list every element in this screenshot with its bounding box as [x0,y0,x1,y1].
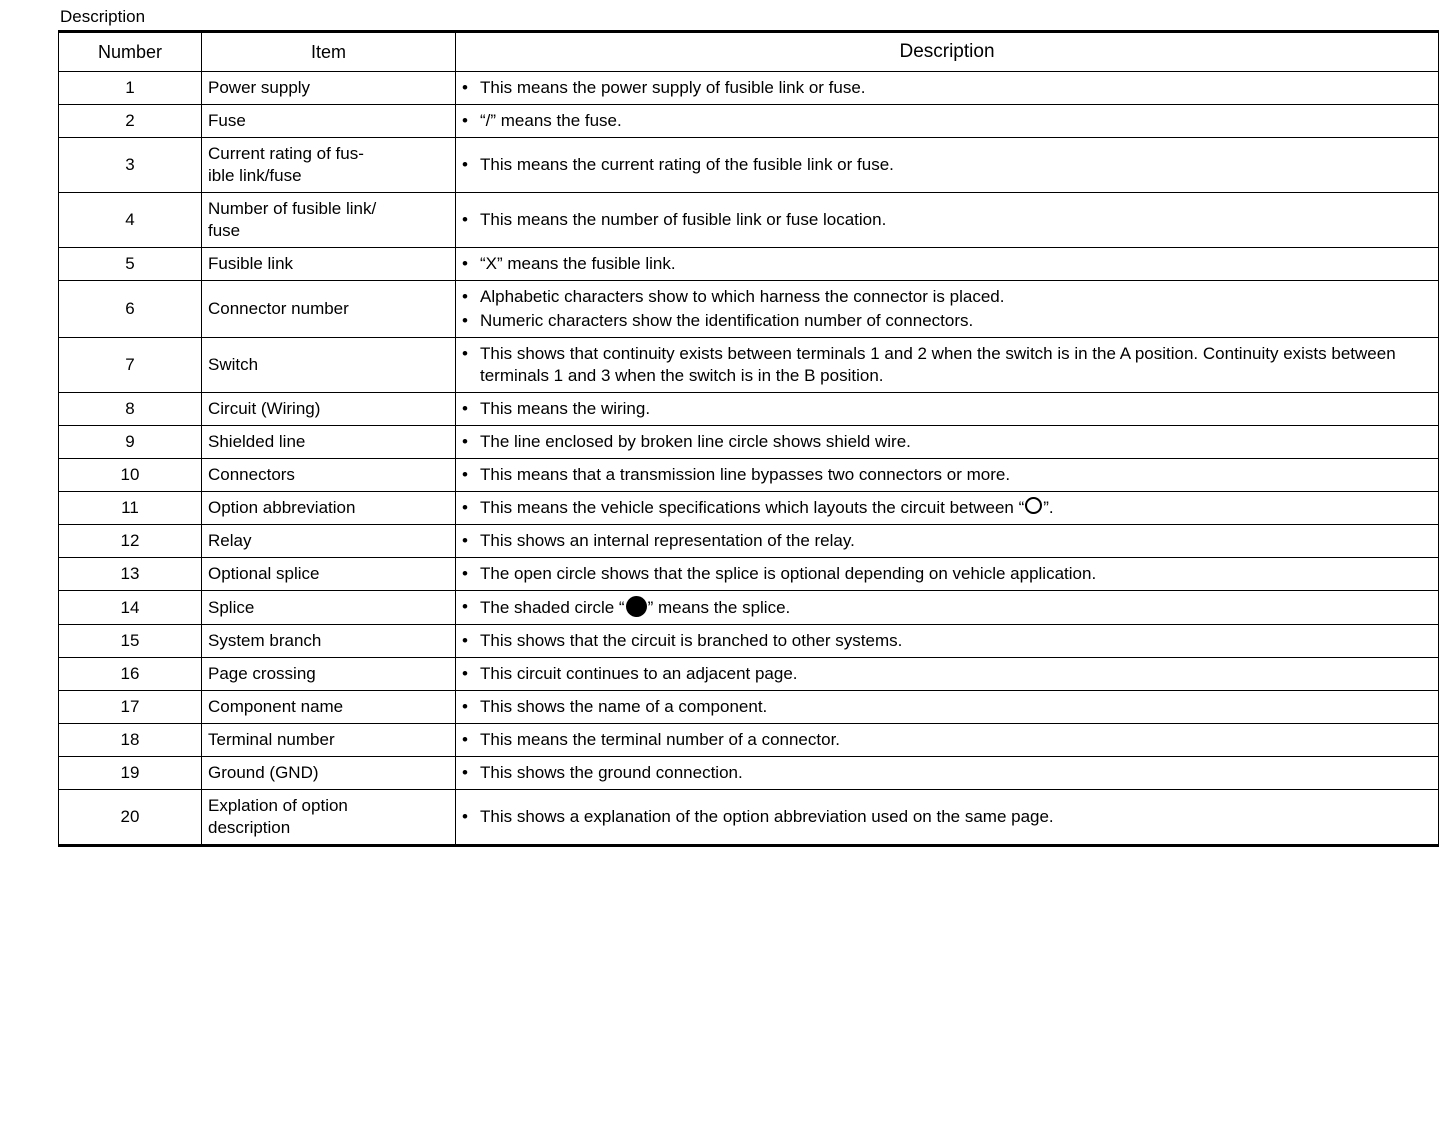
row-number: 19 [59,757,202,790]
row-item-line: description [208,818,291,837]
row-number: 10 [59,459,202,492]
bullet-icon: • [462,664,468,683]
table-row [59,691,1439,724]
row-item: Connectors [202,459,456,492]
row-description [456,426,1439,459]
row-description [456,393,1439,426]
table-row [59,193,1439,248]
description-text: This shows that the circuit is branched to other systems. [480,631,903,650]
description-bullet-line [462,110,1432,132]
description-text: This means the number of fusible link or fuse location. [480,210,887,229]
row-item: Option abbreviation [202,492,456,525]
table-row [59,281,1439,338]
description-text: This shows an internal representation of the relay. [480,531,855,550]
row-description [456,138,1439,193]
row-item: Connector number [202,281,456,338]
bullet-icon: • [462,807,468,826]
table-row [59,492,1439,525]
description-text-prefix: This means the vehicle specifications which layouts the circuit between “ [480,498,1025,517]
table-row [59,724,1439,757]
description-text-prefix: The shaded circle “ [480,598,625,617]
row-item: Optional splice [202,558,456,591]
row-item-line: fuse [208,221,241,240]
row-number: 14 [59,591,202,625]
bullet-icon: • [462,111,468,130]
description-bullet-line [462,431,1432,453]
description-bullet-line [462,343,1432,387]
description-bullet-line [462,806,1432,828]
row-item: Fuse [202,105,456,138]
column-header-number: Number [59,32,202,72]
row-number: 13 [59,558,202,591]
row-number: 8 [59,393,202,426]
table-row [59,105,1439,138]
bullet-icon: • [462,697,468,716]
row-item: Page crossing [202,658,456,691]
row-item: Component name [202,691,456,724]
row-item: Shielded line [202,426,456,459]
description-bullet-line [462,209,1432,231]
row-number: 4 [59,193,202,248]
table-body [59,72,1439,846]
bullet-icon: • [462,498,468,517]
description-table [58,30,1439,847]
row-number: 1 [59,72,202,105]
table-row [59,757,1439,790]
table-row [59,338,1439,393]
description-text: This shows the name of a component. [480,697,768,716]
table-row [59,790,1439,846]
row-item: Fusible link [202,248,456,281]
row-item: Terminal number [202,724,456,757]
bullet-icon: • [462,78,468,97]
description-text: The line enclosed by broken line circle shows shield wire. [480,432,911,451]
row-description [456,558,1439,591]
row-number: 16 [59,658,202,691]
open-circle-icon [1025,497,1042,514]
description-text: This shows the ground connection. [480,763,743,782]
row-description [456,193,1439,248]
description-text [480,497,1432,519]
column-header-description: Description [456,32,1439,72]
description-bullet-line [462,253,1432,275]
row-description [456,338,1439,393]
row-description [456,459,1439,492]
row-number: 11 [59,492,202,525]
description-text [480,596,1432,619]
filled-circle-icon [626,596,647,617]
row-number: 18 [59,724,202,757]
page-title: Description [60,7,146,26]
row-number: 7 [59,338,202,393]
description-text-suffix: ” means the splice. [647,598,791,617]
row-item: Circuit (Wiring) [202,393,456,426]
table-row [59,138,1439,193]
description-text: The open circle shows that the splice is optional depending on vehicle application. [480,564,1097,583]
description-bullet-line [462,77,1432,99]
row-description [456,525,1439,558]
bullet-icon: • [462,210,468,229]
row-number: 6 [59,281,202,338]
bullet-icon: • [462,311,468,330]
row-description [456,248,1439,281]
bullet-icon: • [462,465,468,484]
table-row [59,658,1439,691]
bullet-icon: • [462,531,468,550]
row-number: 12 [59,525,202,558]
table-row [59,393,1439,426]
column-header-item: Item [202,32,456,72]
description-text: This shows that continuity exists between terminals 1 and 2 when the switch is in the A position. Continuity exists between terminals 1 and 3 when the switch is in the B position. [480,344,1396,385]
row-description [456,790,1439,846]
row-description [456,591,1439,625]
description-bullet-line [462,286,1432,308]
bullet-icon: • [462,254,468,273]
row-number: 3 [59,138,202,193]
description-text: Numeric characters show the identification number of connectors. [480,311,974,330]
description-bullet-line [462,696,1432,718]
table-row [59,459,1439,492]
bullet-icon: • [462,287,468,306]
row-description [456,658,1439,691]
row-item: Switch [202,338,456,393]
bullet-icon: • [462,564,468,583]
table-header-row [59,32,1439,72]
description-text: Alphabetic characters show to which harness the connector is placed. [480,287,1005,306]
description-text: This means the current rating of the fusible link or fuse. [480,155,894,174]
description-text: This circuit continues to an adjacent page. [480,664,798,683]
description-text: This means the power supply of fusible link or fuse. [480,78,866,97]
row-number: 9 [59,426,202,459]
description-bullet-line [462,154,1432,176]
row-description [456,724,1439,757]
row-number: 2 [59,105,202,138]
bullet-icon: • [462,763,468,782]
table-row [59,591,1439,625]
description-bullet-line [462,630,1432,652]
row-description [456,105,1439,138]
table-row [59,248,1439,281]
row-description [456,72,1439,105]
description-bullet-line [462,663,1432,685]
row-item [202,193,456,248]
description-bullet-line [462,762,1432,784]
bullet-icon: • [462,730,468,749]
row-description [456,757,1439,790]
description-text: This means the terminal number of a connector. [480,730,841,749]
row-number: 20 [59,790,202,846]
row-description [456,625,1439,658]
table-row [59,558,1439,591]
description-text: This means the wiring. [480,399,651,418]
table-row [59,72,1439,105]
description-bullet-line [462,563,1432,585]
description-bullet-line [462,497,1432,519]
row-item: System branch [202,625,456,658]
description-bullet-line [462,530,1432,552]
row-item-line: Number of fusible link/ [208,199,377,218]
description-text: “X” means the fusible link. [480,254,676,273]
table-row [59,625,1439,658]
row-number: 17 [59,691,202,724]
bullet-icon: • [462,631,468,650]
bullet-icon: • [462,432,468,451]
row-description [456,691,1439,724]
row-description [456,492,1439,525]
row-description [456,281,1439,338]
description-text: This means that a transmission line bypasses two connectors or more. [480,465,1011,484]
row-item [202,138,456,193]
description-bullet-line [462,310,1432,332]
row-item: Power supply [202,72,456,105]
row-item-line: Explation of option [208,796,348,815]
row-item-line: ible link/fuse [208,166,302,185]
bullet-icon: • [462,597,468,616]
description-bullet-line [462,729,1432,751]
row-number: 15 [59,625,202,658]
description-text: This shows a explanation of the option abbreviation used on the same page. [480,807,1054,826]
bullet-icon: • [462,344,468,363]
row-item: Ground (GND) [202,757,456,790]
description-bullet-line [462,596,1432,619]
row-item: Relay [202,525,456,558]
row-item: Splice [202,591,456,625]
table-row [59,426,1439,459]
table-row [59,525,1439,558]
description-text: “/” means the fuse. [480,111,622,130]
row-number: 5 [59,248,202,281]
row-item-line: Current rating of fus- [208,144,364,163]
description-bullet-line [462,398,1432,420]
bullet-icon: • [462,155,468,174]
description-text-suffix: ”. [1043,498,1054,517]
row-item [202,790,456,846]
description-bullet-line [462,464,1432,486]
table-header [59,32,1439,72]
bullet-icon: • [462,399,468,418]
